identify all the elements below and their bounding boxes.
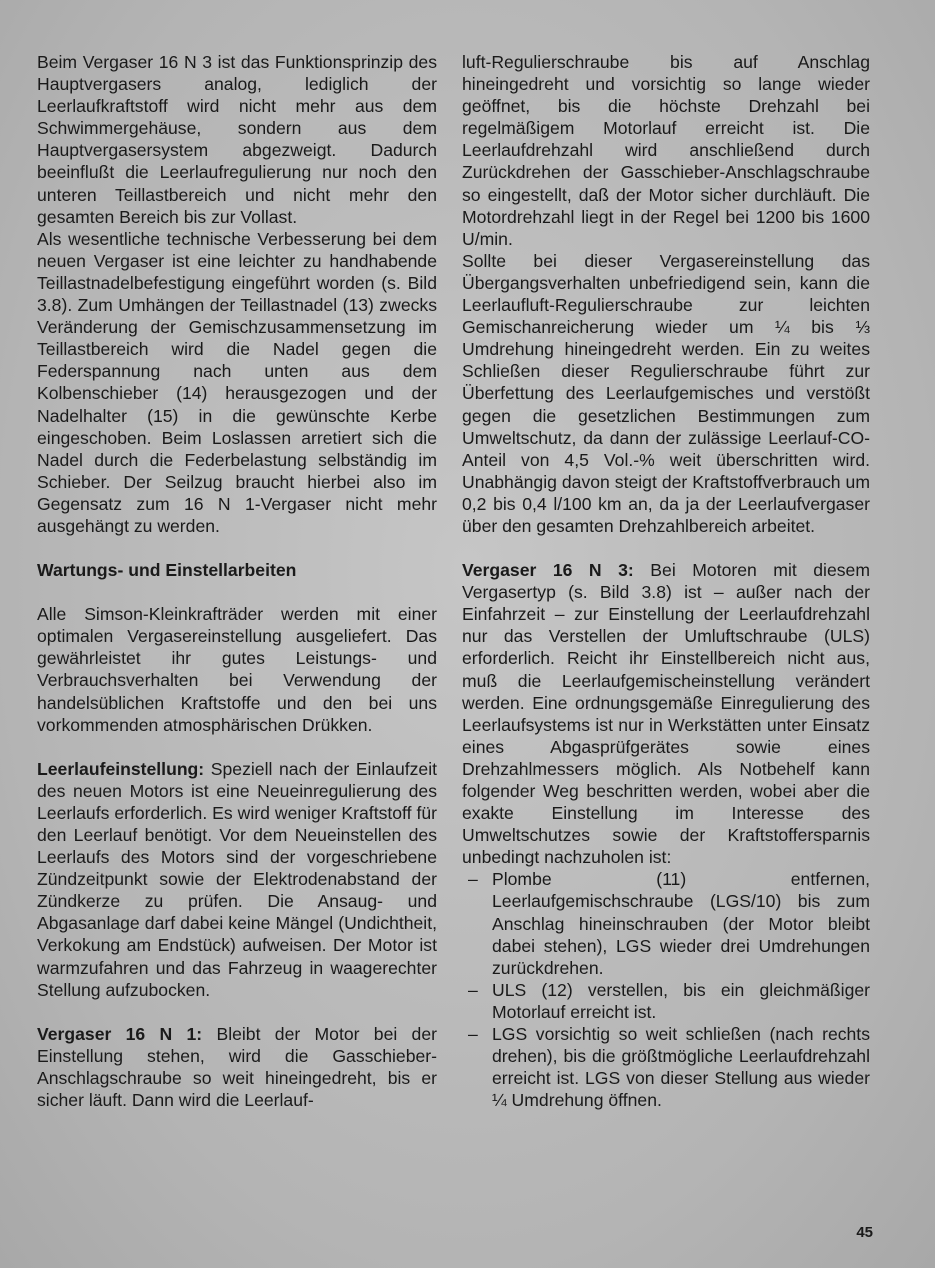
dash-bullet: –	[468, 979, 478, 1000]
left-column	[37, 51, 437, 1111]
list-item-text: LGS vorsichtig so weit schließen (nach rechts drehen), bis die größtmögliche Leerlaufdrehzahl erreicht ist. LGS von dieser Stellung aus wieder ¼ Umdrehung öffnen.	[492, 1024, 870, 1111]
16n1-lead: Vergaser 16 N 1:	[37, 1023, 203, 1044]
paragraph-transition-behaviour: Sollte bei dieser Vergasereinstellung das Übergangsverhalten unbefriedigend sein, kann die Leerlaufluft-Regulierschraube zur leichten Gemischanreicherung wieder um ¼ bis ⅓ Umdrehung hineingedreht werden. Ein zu weites Schließen dieser Regulierschraube führt zur Überfettung des Leerlaufgemisches und verstößt gegen die gesetzlichen Bestimmungen zum Umweltschutz, da dann der zulässige Leerlauf-CO-Anteil von 4,5 Vol.-% weit überschritten wird. Unabhängig davon steigt der Kraftstoffverbrauch um 0,2 bis 0,4 l/100 km an, da ja der Leerlaufvergaser über den gesamten Drehzahlbereich arbeitet.	[462, 250, 870, 536]
paragraph-16n3	[462, 559, 870, 868]
dash-bullet: –	[468, 869, 478, 890]
paragraph-carburetor-principle: Beim Vergaser 16 N 3 ist das Funktionsprinzip des Hauptvergasers analog, lediglich der Leerlaufkraftstoff wird nicht mehr aus dem Schwimmergehäuse, sondern aus dem Hauptvergasersystem abgezweigt. Dadurch beeinflußt die Leerlaufregulierung nur noch den unteren Teillastbereich und nicht mehr den gesamten Bereich bis zur Vollast.	[37, 52, 437, 227]
adjustment-steps-list	[462, 868, 870, 1111]
paragraph-idle-air-screw: luft-Regulierschraube bis auf Anschlag hineingedreht und vorsichtig so lange wieder geöffnet, bis die höchste Drehzahl bei regelmäßigem Motorlauf erreicht ist. Die Leerlaufdrehzahl wird anschließend durch Zurückdrehen der Gasschieber-Anschlagschraube so eingestellt, daß der Motor sicher durchläuft. Die Motordrehzahl liegt in der Regel bei 1200 bis 1600 U/min.	[462, 52, 870, 249]
page-number: 45	[856, 1224, 873, 1241]
paragraph-technical-improvement: Als wesentliche technische Verbesserung bei dem neuen Vergaser ist eine leichter zu handhabende Teillastnadelbefestigung eingeführt worden (s. Bild 3.8). Zum Umhängen der Teillastnadel (13) zwecks Veränderung der Gemischzusammensetzung im Teillastbereich wird die Nadel gegen die Federspannung nach unten aus dem Kolbenschieber (14) herausgezogen und der Nadelhalter (15) in die gewünschte Kerbe eingeschoben. Beim Loslassen arretiert sich die Nadel durch die Federbelastung selbständig im Schieber. Der Seilzug braucht hierbei also im Gegensatz zum 16 N 1-Vergaser nicht mehr ausgehängt zu werden.	[37, 228, 437, 536]
dash-bullet: –	[468, 1024, 478, 1045]
spacer	[37, 736, 437, 758]
spacer	[462, 537, 870, 559]
section-heading: Wartungs- und Einstellarbeiten	[37, 560, 297, 581]
idle-setting-lead: Leerlaufeinstellung:	[37, 758, 205, 779]
list-item	[462, 868, 870, 978]
spacer	[37, 537, 437, 559]
spacer	[37, 581, 437, 603]
paragraph-16n1	[37, 1023, 437, 1111]
spacer	[37, 1001, 437, 1023]
idle-setting-text: Speziell nach der Einlaufzeit des neuen Motors ist eine Neueinregulierung des Leerlaufs erforderlich. Es wird weniger Kraftstoff für den Leerlauf benötigt. Vor dem Neueinstellen des Leerlaufs des Motors sind der vorgeschriebene Zündzeitpunkt sowie der Elektrodenabstand der Zündkerze zu prüfen. Die Ansaug- und Abgasanlage darf dabei keine Mängel (Undichtheit, Verkokung am Endstück) aufweisen. Der Motor ist warmzufahren und das Fahrzeug in waagerechter Stellung aufzubocken.	[37, 758, 437, 1000]
paragraph-idle-setting	[37, 758, 437, 1001]
list-item-text: Plombe (11) entfernen, Leerlaufgemischschraube (LGS/10) bis zum Anschlag hineinschrauben (der Motor bleibt dabei stehen), LGS wieder drei Umdrehungen zurückdrehen.	[492, 869, 870, 978]
list-item-text: ULS (12) verstellen, bis ein gleichmäßiger Motorlauf erreicht ist.	[492, 979, 870, 1022]
16n1-text: Bleibt der Motor bei der Einstellung stehen, wird die Gasschieber-Anschlagschraube so weit hineingedreht, bis er sicher läuft. Dann wird die Leerlauf-	[37, 1023, 437, 1111]
16n3-lead: Vergaser 16 N 3:	[462, 560, 634, 581]
list-item	[462, 1023, 870, 1111]
16n3-text: Bei Motoren mit diesem Vergasertyp (s. Bild 3.8) ist – außer nach der Einfahrzeit – zur Einstellung der Leerlaufdrehzahl nur das Verstellen der Umluftschraube (ULS) erforderlich. Reicht ihr Einstellbereich nicht aus, muß die Leerlaufgemischeinstellung verändert werden. Eine ordnungsgemäße Einregulierung des Leerlaufsystems ist nur in Werkstätten unter Einsatz eines Abgasprüfgerätes sowie eines Drehzahlmessers möglich. Als Notbehelf kann folgender Weg beschritten werden, wobei aber die exakte Einstellung im Interesse des Umweltschutzes sowie der Kraftstoffersparnis unbedingt nachzuholen ist:	[462, 560, 870, 868]
list-item	[462, 979, 870, 1023]
paragraph-delivery-setting: Alle Simson-Kleinkrafträder werden mit einer optimalen Vergasereinstellung ausgeliefert. Das gewährleistet ihr gutes Leistungs- und Verbrauchsverhalten bei Verwendung der handelsüblichen Kraftstoffe und den bei uns vorkommenden atmosphärischen Drükken.	[37, 604, 437, 735]
right-column	[462, 51, 870, 1111]
